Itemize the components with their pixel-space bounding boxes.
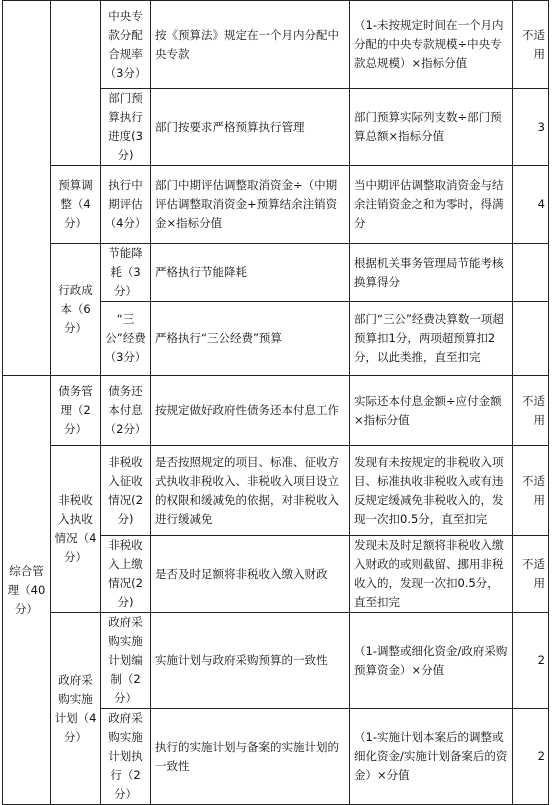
category-cell: 综合管理（40分） [3,376,51,805]
indicator-cell: 中央专款分配合规率（3分） [101,1,151,89]
formula-cell: 发现未及时足额将非税收入缴入财政的或则截留、挪用非税收入的，发现一次扣0.5分，直至扣完 [350,536,513,613]
subcategory-cell: 预算调整（4分） [51,166,101,244]
score-cell: 不适用 [513,1,549,89]
evaluation-table [2,0,549,805]
table-row [3,613,549,709]
subcategory-cell: 政府采购实施计划（4分） [51,613,101,805]
formula-cell: 实际还本付息金额÷应付金额×指标分值 [350,376,513,446]
formula-cell: 当中期评估调整取消资金与结余注销资金之和为零时，得满分 [350,166,513,244]
score-cell: 4 [513,166,549,244]
score-cell: 不适用 [513,536,549,613]
formula-cell: 部门“三公”经费决算数一项超预算扣1分，两项超预算扣2分，以此类推，直至扣完 [350,302,513,376]
indicator-cell: 政府采购实施计划编制（2分） [101,613,151,709]
formula-cell: 部门预算实际列支数÷部门预算总额×指标分值 [350,89,513,166]
criteria-cell: 严格执行节能降耗 [151,244,350,302]
table-row [3,166,549,244]
subcategory-cell: 非税收入执收情况（4分） [51,446,101,613]
criteria-cell: 部门中期评估调整取消资金÷（中期评估调整取消资金+预算结余注销资金×指标分值 [151,166,350,244]
formula-cell: （1-调整或细化资金/政府采购预算资金）×分值 [350,613,513,709]
criteria-cell: 是否及时足额将非税收入缴入财政 [151,536,350,613]
criteria-cell: 按《预算法》规定在一个月内分配中央专款 [151,1,350,89]
criteria-cell: 部门按要求严格预算执行管理 [151,89,350,166]
indicator-cell: 部门预算执行进度(3分) [101,89,151,166]
criteria-cell: 按规定做好政府性债务还本付息工作 [151,376,350,446]
indicator-cell: 执行中期评估（4分） [101,166,151,244]
subcategory-cell-blank [51,1,101,166]
subcategory-cell: 债务管理（2分） [51,376,101,446]
score-cell [513,302,549,376]
score-cell: 2 [513,709,549,805]
score-cell: 不适用 [513,446,549,536]
category-cell-blank [3,1,51,376]
subcategory-cell: 行政成本（6分） [51,244,101,376]
table-row [3,1,549,89]
formula-cell: （1-未按规定时间在一个月内分配的中央专款规模÷中央专款总规模）×指标分值 [350,1,513,89]
criteria-cell: 执行的实施计划与备案的实施计划的一致性 [151,709,350,805]
score-cell: 2 [513,613,549,709]
indicator-cell: 政府采购实施计划执行（2分） [101,709,151,805]
indicator-cell: 节能降耗（3分） [101,244,151,302]
formula-cell: 根据机关事务管理局节能考核换算得分 [350,244,513,302]
indicator-cell: 非税收入征收情况(2分) [101,446,151,536]
score-cell [513,244,549,302]
score-cell: 3 [513,89,549,166]
indicator-cell: 非税收入上缴情况(2分) [101,536,151,613]
formula-cell: （1-实施计划本案后的调整或细化资金/实施计划备案后的资金）×分值 [350,709,513,805]
table-row [3,446,549,536]
indicator-cell: 债务还本付息（2分） [101,376,151,446]
table-row [3,244,549,302]
score-cell: 不适用 [513,376,549,446]
table-row [3,376,549,446]
indicator-cell: “三公”经费（3分） [101,302,151,376]
formula-cell: 发现有未按规定的非税收入项目、标准执收非税收入或有违反规定缓减免非税收入的，发现一次扣0.5分，直至扣完 [350,446,513,536]
criteria-cell: 实施计划与政府采购预算的一致性 [151,613,350,709]
criteria-cell: 严格执行“三公经费”预算 [151,302,350,376]
criteria-cell: 是否按照规定的项目、标准、征收方式执收非税收入、非税收入项目设立的权限和缓减免的依据，对非税收入进行缓减免 [151,446,350,536]
